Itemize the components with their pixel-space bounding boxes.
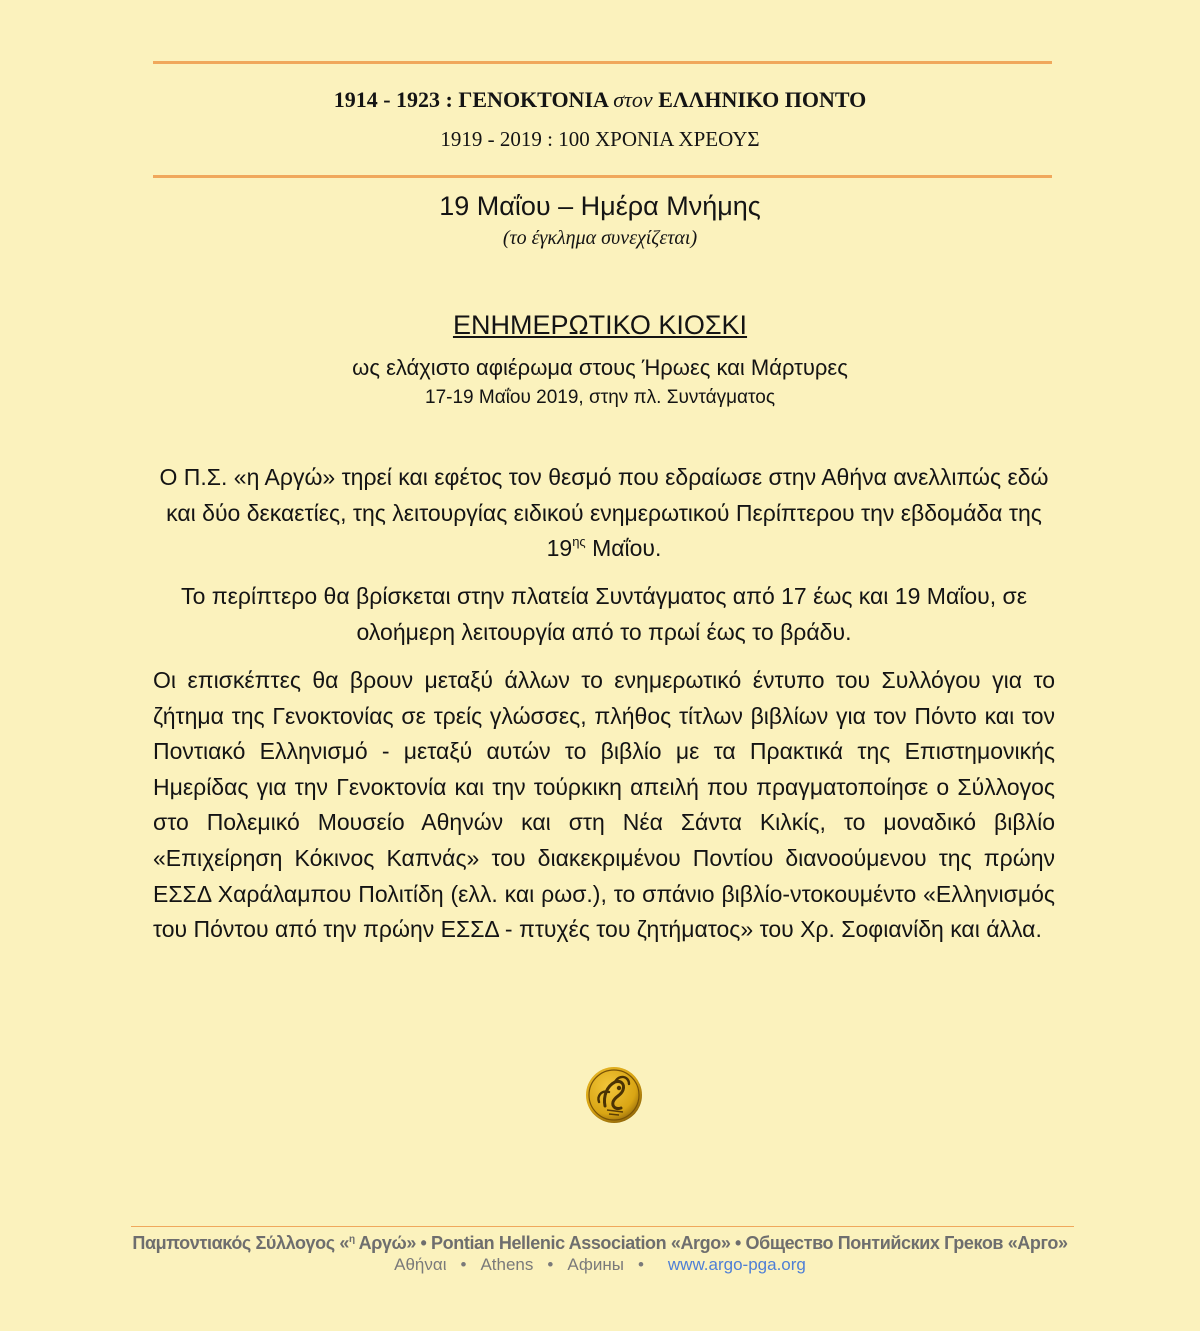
paragraph-location: Το περίπτερο θα βρίσκεται στην πλατεία Συντάγματος από 17 έως και 19 Μαΐου, σε ολοήμερη λειτουργία από το πρωί έως το βράδυ. <box>181 583 1027 645</box>
kiosk-title: ΕΝΗΜΕΡΩΤΙΚΟ ΚΙΟΣΚΙ <box>452 310 748 340</box>
memorial-note: (το έγκλημα συνεχίζεται) <box>502 227 698 249</box>
top-rule <box>153 61 1052 64</box>
footer-rule <box>131 1226 1074 1227</box>
kiosk-dates: 17-19 Μαΐου 2019, στην πλ. Συντάγματος <box>425 387 775 408</box>
memorial-day: 19 Μαΐου – Ημέρα Μνήμης <box>439 191 761 221</box>
paragraph-visitors: Οι επισκέπτες θα βρουν μεταξύ άλλων το ενημερωτικό έντυπο του Συλλόγου για το ζήτημα της Γενοκτονίας σε τρείς γλώσσες, πλήθος τίτλων βιβλίων για τον Πόντο και τον Ποντιακό Ελληνισμό - μεταξύ αυτών το βιβλίο με τα Πρακτικά της Επιστημονικής Ημερίδας για την Γενοκτονία και την τούρκικη απειλή που πραγματοποίησε ο Σύλλογος στο Πολεμικό Μουσείο Αθηνών και στη Νέα Σάντα Κιλκίς, το μοναδικό βιβλίο «Επιχείρηση Κόκινος Καπνάς» του διακεκριμένου Ποντίου διανοούμενου της πρώην ΕΣΣΔ Χαράλαμπου Πολιτίδη (ελλ. και ρωσ.), το σπάνιο βιβλίο-ντοκουμέντο «Ελληνισμός του Πόντου από την πρώην ΕΣΣΔ - πτυχές του ζητήματος» του Χρ. Σοφιανίδη και άλλα. <box>153 667 1055 943</box>
header-subtitle: 1919 - 2019 : 100 ΧΡΟΝΙΑ ΧΡΕΟΥΣ <box>440 127 760 151</box>
footer-city-greek: Αθήναι <box>394 1255 447 1274</box>
footer-association: Παμποντιακός Σύλλογος «$^\eta$ Αργώ» • Pontian Hellenic Association «Argo» • Общество Понтийских Греков «Арго» <box>132 1233 1068 1253</box>
header-rule <box>153 175 1052 178</box>
kiosk-subtitle: ως ελάχιστο αφιέρωμα στους Ήρωες και Μάρτυρες <box>352 355 848 380</box>
ordinal-suffix: ης <box>572 534 586 550</box>
footer-city-english: Athens <box>480 1255 534 1274</box>
header-title: 1914 - 1923 : ΓΕΝΟΚΤΟΝΙΑ στον ΕΛΛΗΝΙΚΟ ΠΟΝΤΟ <box>333 87 867 112</box>
paragraph-intro: Ο Π.Σ. «η Αργώ» τηρεί και εφέτος τον θεσμό που εδραίωσε στην Αθήνα ανελλιπώς εδώ και δύο δεκαετίες, της λειτουργίας ειδικού ενημερωτικού Περίπτερου την εβδομάδα της $19^{\eta\varsigma}$ Μαΐου. <box>159 464 1049 562</box>
argo-coin-icon <box>585 1066 643 1124</box>
footer-cities: Αθήναι • Athens • Афины • www.argo-pga.org <box>394 1255 806 1274</box>
footer-city-russian: Афины <box>567 1255 624 1274</box>
footer-website-link[interactable]: www.argo-pga.org <box>667 1255 806 1274</box>
